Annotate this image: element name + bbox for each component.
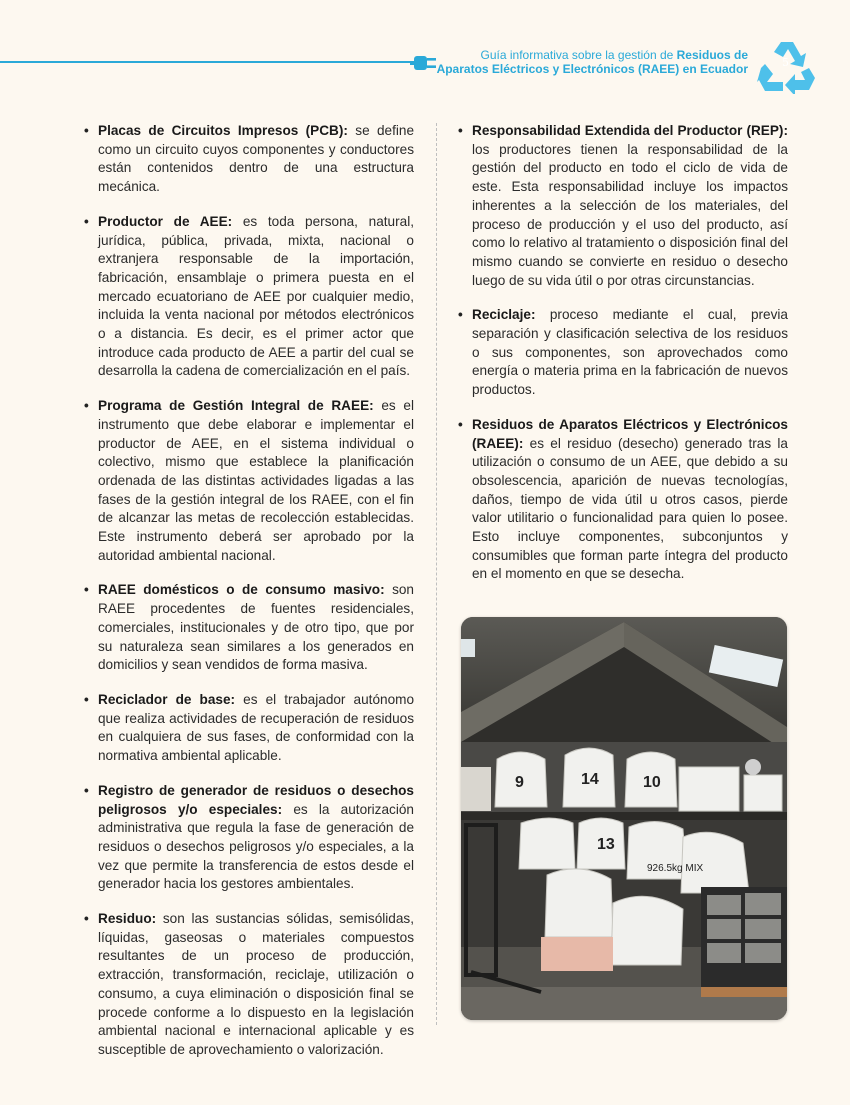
definition-item (84, 782, 414, 894)
definition-term: Residuos de Aparatos Eléctricos y Electrónicos (RAEE): (472, 416, 788, 451)
definition-text: se define como un circuito cuyos componentes y conductores están contenidos dentro de una estructura mecánica. (98, 123, 415, 195)
definition-item (84, 213, 414, 381)
bag-label: 10 (643, 774, 661, 791)
column-divider (436, 123, 437, 1025)
guide-title (437, 48, 748, 76)
warehouse-illustration (461, 617, 787, 1020)
definition-term: Registro de generador de residuos o desechos peligrosos y/o especiales: (98, 782, 414, 817)
definition-term: Placas de Circuitos Impresos (PCB): (98, 123, 348, 138)
definition-term: Residuo: (98, 911, 157, 927)
definition-text: son RAEE procedentes de fuentes residenciales, comerciales, institucionales y de otro tipo, que por su naturaleza sean similares a los generados en domicilios y sean vendidos de forma masiva. (98, 582, 414, 673)
definition-text: los productores tienen la responsabilidad de la gestión del producto en todo el ciclo de vida de este. Esta responsabilidad incluye los impactos inherentes a la selección de los materiales, del proceso de producción y el uso del producto, así como lo relativo al tratamiento o disposición final del mismo cuando se convierte en residuo o desecho luego de su vida útil o por otras circunstancias. (472, 141, 788, 288)
definition-text: proceso mediante el cual, previa separación y clasificación selectiva de los residuos o sus componentes, son aprovechados como energía o materia prima en la fabricación de nuevos productos. (472, 307, 788, 398)
definition-item (458, 306, 788, 400)
definition-item (84, 581, 414, 675)
bag-label: 14 (581, 771, 599, 788)
definition-item (84, 691, 414, 766)
definition-text: es el residuo (desecho) generado tras la utilización o consumo de un AEE, que debido a su obsolescencia, aparición de nuevas tecnologías, daños, tiempo de vida útil u otros casos, pierde valor utilitario o funcionalidad para quien lo posee. Esto incluye componentes, subconjuntos y consumibles que forman parte íntegra del producto en el momento en que se desecha. (472, 435, 788, 582)
page-number: 5 (782, 56, 789, 69)
definition-text: son las sustancias sólidas, semisólidas, líquidas, gaseosas o materiales compuestos resultantes de un proceso de producción, extracción, transformación, reciclaje, utilización o consumo, a cuya eliminación o disposición final se procede conforme a lo dispuesto en la legislación ambiental nacional e internacional aplicable y es susceptible de aprovechamiento o valorización. (98, 911, 414, 1057)
definition-text: es el trabajador autónomo que realiza actividades de recuperación de residuos en cualquiera de sus fases, de conformidad con la normativa ambiental aplicable. (98, 691, 415, 764)
left-column (84, 122, 414, 1076)
definition-text: es la autorización administrativa que regula la fase de generación de residuos o desechos peligrosos y/o especiales, a la vez que permite la transferencia de estos desde el generador hacia los gestores ambientales. (98, 801, 414, 892)
plug-icon (410, 52, 438, 74)
title-plain: Guía informativa sobre la gestión de (480, 48, 677, 62)
definition-term: RAEE domésticos o de consumo masivo: (98, 582, 385, 598)
definition-item (84, 122, 414, 197)
bag-label: 9 (515, 774, 524, 791)
definition-term: Productor de AEE: (98, 213, 233, 229)
definition-text: es el instrumento que debe elaborar e implementar el productor de AEE, en el sistema individual o colectivo, mismo que establece la planificación ordenada de las distintas actividades ligadas a las fases de la gestión integral de los RAEE, con el fin de alcanzar las metas de recolección establecidas. Este instrumento deberá ser aprobado por la autoridad ambiental nacional. (98, 398, 414, 563)
definition-term: Reciclaje: (472, 307, 536, 323)
definition-item (458, 416, 788, 584)
definition-item (84, 397, 414, 565)
definition-item (84, 910, 414, 1060)
bag-label: 13 (597, 836, 615, 853)
bag-label: 926.5kg MIX (647, 863, 704, 874)
definition-term: Programa de Gestión Integral de RAEE: (98, 398, 374, 414)
header-rule (0, 61, 418, 63)
definition-item (458, 122, 788, 290)
definition-term: Reciclador de base: (98, 691, 236, 707)
title-bold: Residuos de (676, 48, 748, 62)
definition-term: Responsabilidad Extendida del Productor (REP): (472, 123, 788, 138)
title-line2: Aparatos Eléctricos y Electrónicos (RAEE) en Ecuador (436, 62, 748, 76)
definition-text: es toda persona, natural, jurídica, pública, privada, mixta, nacional o extranjera responsable de la importación, fabricación, ensamblaje o primera puesta en el mercado ecuatoriano de AEE por cualquier medio, incluida la venta nacional por métodos electrónicos o a distancia. Es decir, es el primer actor que introduce cada producto de AEE a partir del cual se desarrolla la cadena de comercialización en el país. (98, 213, 414, 379)
right-column (458, 122, 788, 600)
warehouse-photo (461, 617, 787, 1020)
